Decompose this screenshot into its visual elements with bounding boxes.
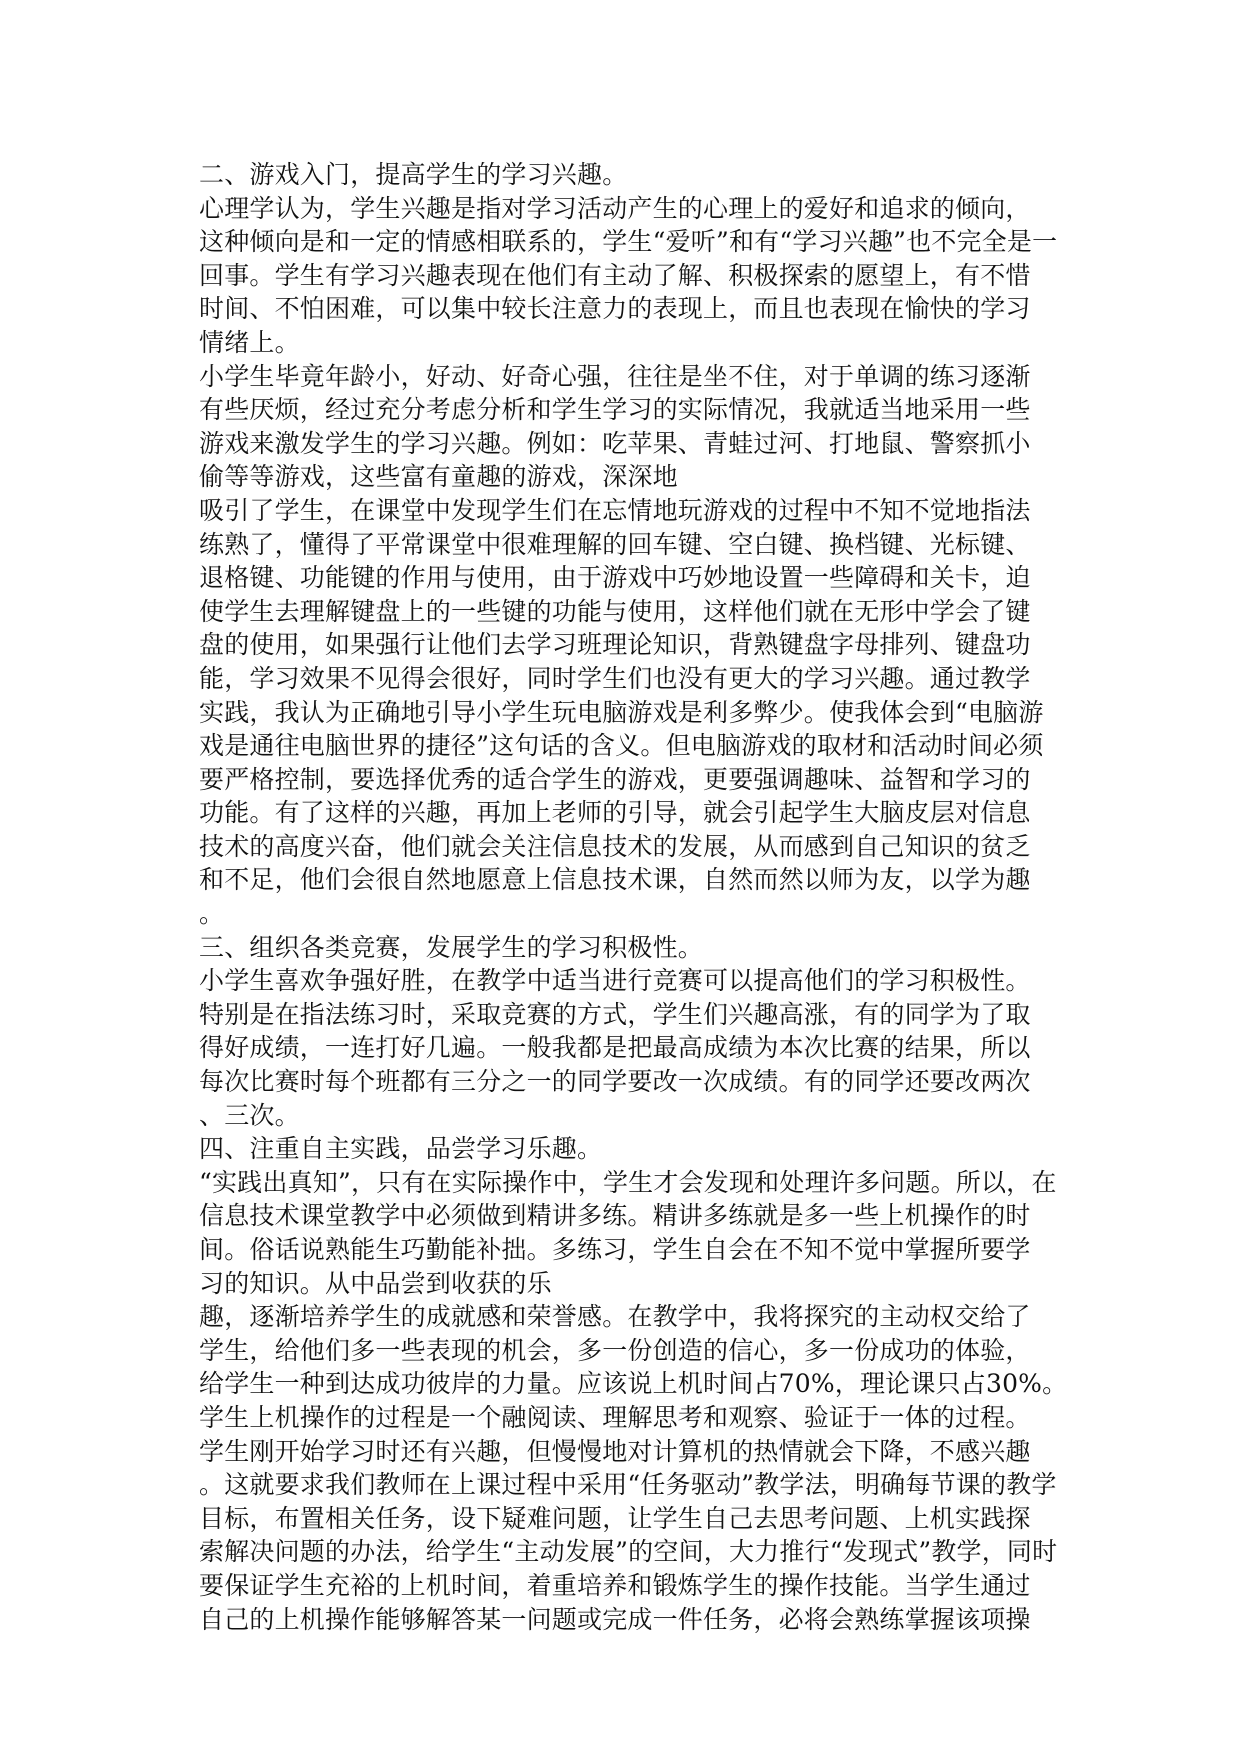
text-line: 小学生喜欢争强好胜，在教学中适当进行竞赛可以提高他们的学习积极性。 — [199, 966, 1031, 996]
text-line: 趣，逐渐培养学生的成就感和荣誉感。在教学中，我将探究的主动权交给了 — [199, 1302, 1031, 1332]
text-line: 间。俗话说熟能生巧勤能补拙。多练习，学生自会在不知不觉中掌握所要学 — [199, 1235, 1031, 1264]
section-heading-competitions: 三、组织各类竞赛，发展学生的学习积极性。 — [199, 932, 704, 962]
text-line: 学生刚开始学习时还有兴趣，但慢慢地对计算机的热情就会下降，不感兴趣 — [199, 1436, 1031, 1466]
text-line: 吸引了学生，在课堂中发现学生们在忘情地玩游戏的过程中不知不觉地指法 — [199, 495, 1031, 525]
text-line: 、三次。 — [199, 1100, 300, 1130]
text-line: 游戏来激发学生的学习兴趣。例如：吃苹果、青蛙过河、打地鼠、警察抓小 — [199, 428, 1031, 458]
text-line: 。这就要求我们教师在上课过程中采用“任务驱动”教学法，明确每节课的教学 — [199, 1470, 1057, 1500]
text-line: 自己的上机操作能够解答某一问题或完成一件任务，必将会熟练掌握该项操 — [199, 1604, 1031, 1634]
document-body — [199, 158, 1068, 1636]
text-line: 每次比赛时每个班都有三分之一的同学要改一次成绩。有的同学还要改两次 — [199, 1067, 1031, 1097]
text-line: 和不足，他们会很自然地愿意上信息技术课，自然而然以师为友，以学为趣 — [199, 865, 1031, 895]
text-line: 心理学认为，学生兴趣是指对学习活动产生的心理上的爱好和追求的倾向， — [199, 193, 1031, 223]
text-line: 有些厌烦，经过充分考虑分析和学生学习的实际情况，我就适当地采用一些 — [199, 395, 1031, 425]
text-line: 习的知识。从中品尝到收获的乐 — [199, 1268, 552, 1298]
text-line: 情绪上。 — [199, 327, 300, 357]
text-line: 回事。学生有学习兴趣表现在他们有主动了解、积极探索的愿望上，有不惜 — [199, 260, 1031, 290]
text-line: 戏是通往电脑世界的捷径”这句话的含义。但电脑游戏的取材和活动时间必须 — [199, 731, 1044, 761]
text-line: 这种倾向是和一定的情感相联系的，学生“爱听”和有“学习兴趣”也不完全是一 — [199, 227, 1058, 257]
text-line: 退格键、功能键的作用与使用，由于游戏中巧妙地设置一些障碍和关卡，迫 — [199, 563, 1031, 593]
text-line: 学生，给他们多一些表现的机会，多一份创造的信心，多一份成功的体验， — [199, 1335, 1031, 1365]
section-heading-practice: 四、注重自主实践，品尝学习乐趣。 — [199, 1134, 603, 1164]
text-line: 特别是在指法练习时，采取竞赛的方式，学生们兴趣高涨，有的同学为了取 — [199, 999, 1031, 1029]
text-line: 学生上机操作的过程是一个融阅读、理解思考和观察、验证于一体的过程。 — [199, 1402, 1031, 1432]
text-line: 使学生去理解键盘上的一些键的功能与使用，这样他们就在无形中学会了键 — [199, 596, 1031, 626]
text-line: “实践出真知”，只有在实际操作中，学生才会发现和处理许多问题。所以，在 — [199, 1167, 1057, 1197]
text-line: 盘的使用，如果强行让他们去学习班理论知识，背熟键盘字母排列、键盘功 — [199, 630, 1031, 660]
text-line: 。 — [199, 899, 225, 929]
text-line: 实践，我认为正确地引导小学生玩电脑游戏是利多弊少。使我体会到“电脑游 — [199, 697, 1044, 727]
text-line: 能，学习效果不见得会很好，同时学生们也没有更大的学习兴趣。通过教学 — [199, 663, 1031, 693]
text-line: 功能。有了这样的兴趣，再加上老师的引导，就会引起学生大脑皮层对信息 — [199, 798, 1031, 828]
text-line: 时间、不怕困难，可以集中较长注意力的表现上，而且也表现在愉快的学习 — [199, 294, 1031, 324]
section-heading-games: 二、游戏入门，提高学生的学习兴趣。 — [199, 160, 628, 189]
text-line: 练熟了，懂得了平常课堂中很难理解的回车键、空白键、换档键、光标键、 — [199, 529, 1031, 559]
text-line: 偷等等游戏，这些富有童趣的游戏，深深地 — [199, 462, 678, 492]
text-line: 索解决问题的办法，给学生“主动发展”的空间，大力推行“发现式”教学，同时 — [199, 1537, 1058, 1567]
text-line: 目标，布置相关任务，设下疑难问题，让学生自己去思考问题、上机实践探 — [199, 1503, 1031, 1533]
text-line: 小学生毕竟年龄小，好动、好奇心强，往往是坐不住，对于单调的练习逐渐 — [199, 361, 1031, 391]
text-line: 信息技术课堂教学中必须做到精讲多练。精讲多练就是多一些上机操作的时 — [199, 1201, 1031, 1231]
text-line: 要保证学生充裕的上机时间，着重培养和锻炼学生的操作技能。当学生通过 — [199, 1570, 1031, 1600]
text-line: 技术的高度兴奋，他们就会关注信息技术的发展，从而感到自己知识的贫乏 — [199, 831, 1031, 861]
text-line: 得好成绩，一连打好几遍。一般我都是把最高成绩为本次比赛的结果，所以 — [199, 1033, 1031, 1063]
text-line: 给学生一种到达成功彼岸的力量。应该说上机时间占70%，理论课只占30%。 — [199, 1369, 1068, 1399]
text-line: 要严格控制，要选择优秀的适合学生的游戏，更要强调趣味、益智和学习的 — [199, 764, 1031, 794]
